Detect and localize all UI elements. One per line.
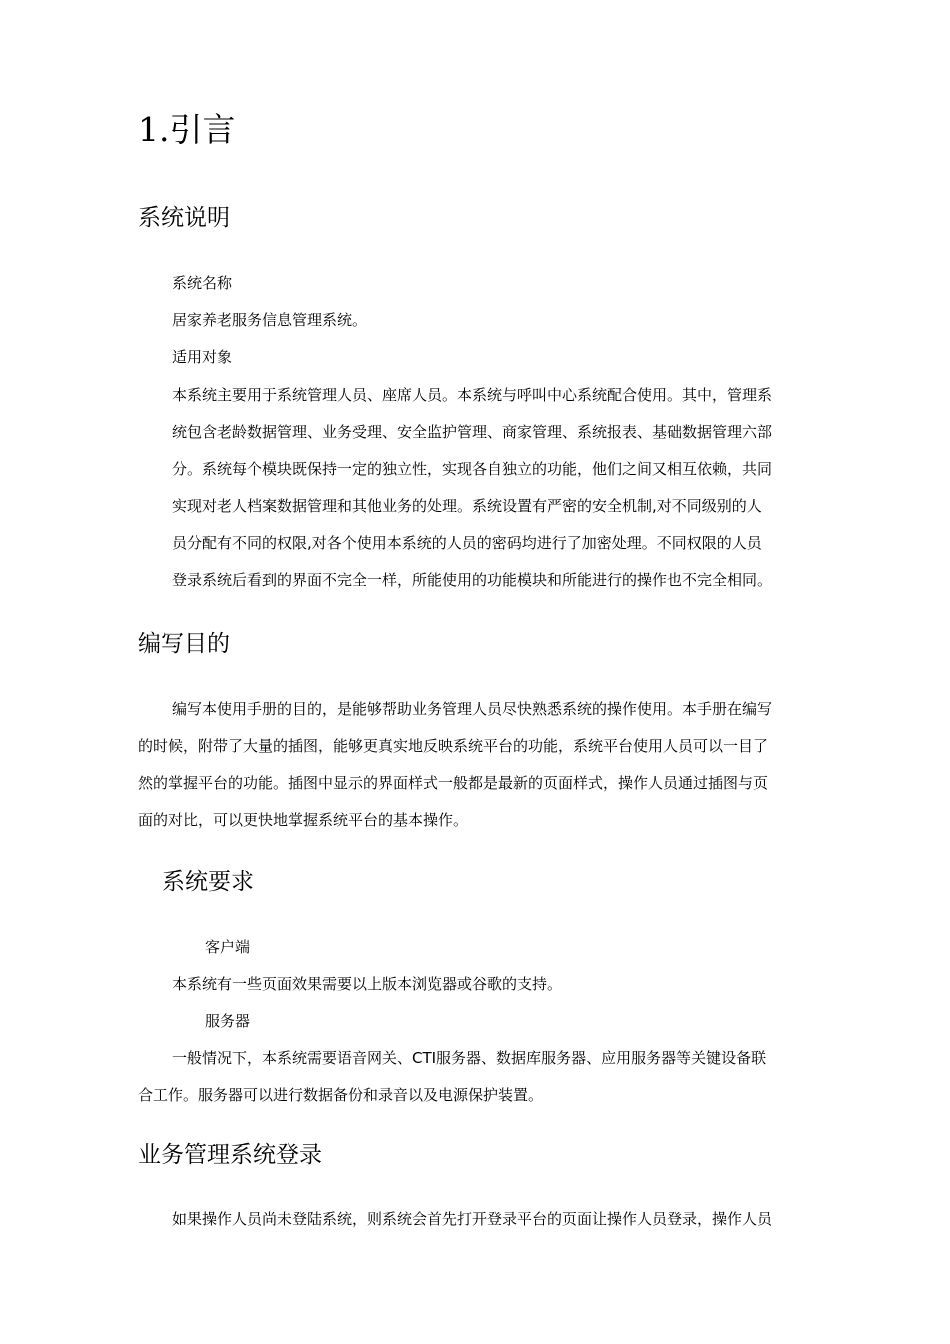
- purpose-line: 面的对比，可以更快地掌握系统平台的基本操作。: [138, 811, 469, 829]
- audience-line: 本系统主要用于系统管理人员、座席人员。本系统与呼叫中心系统配合使用。其中，管理系: [172, 386, 773, 404]
- audience-label: 适用对象: [172, 348, 233, 366]
- audience-line: 登录系统后看到的界面不完全一样，所能使用的功能模块和所能进行的操作也不完全相同。: [172, 571, 773, 589]
- audience-paragraph: [172, 384, 812, 606]
- system-name-label: 系统名称: [172, 274, 233, 292]
- client-label: 客户端: [205, 938, 251, 956]
- chapter-title: 1.引言: [138, 110, 236, 149]
- audience-line: 统包含老龄数据管理、业务受理、安全监护管理、商家管理、系统报表、基础数据管理六部: [172, 423, 773, 441]
- client-text: 本系统有一些页面效果需要以上版本浏览器或谷歌的支持。: [172, 975, 563, 993]
- server-line: 合工作。服务器可以进行数据备份和录音以及电源保护装置。: [138, 1086, 544, 1104]
- system-name-value: 居家养老服务信息管理系统。: [172, 311, 368, 329]
- requirements-heading: 系统要求: [162, 869, 254, 895]
- login-line: 如果操作人员尚未登陆系统，则系统会首先打开登录平台的页面让操作人员登录，操作人员: [172, 1210, 773, 1228]
- audience-line: 分。系统每个模块既保持一定的独立性，实现各自独立的功能，他们之间又相互依赖，共同: [172, 460, 773, 478]
- purpose-heading: 编写目的: [138, 631, 230, 657]
- login-heading: 业务管理系统登录: [138, 1142, 322, 1168]
- audience-line: 实现对老人档案数据管理和其他业务的处理。系统设置有严密的安全机制,对不同级别的人: [172, 497, 762, 515]
- purpose-line: 的时候，附带了大量的插图，能够更真实地反映系统平台的功能，系统平台使用人员可以一目了: [138, 737, 769, 755]
- audience-line: 员分配有不同的权限,对各个使用本系统的人员的密码均进行了加密处理。不同权限的人员: [172, 534, 762, 552]
- purpose-line: 编写本使用手册的目的，是能够帮助业务管理人员尽快熟悉系统的操作使用。本手册在编写: [172, 700, 773, 718]
- server-label: 服务器: [205, 1012, 251, 1030]
- server-line: 一般情况下，本系统需要语音网关、CTI服务器、数据库服务器、应用服务器等关键设备联: [172, 1049, 767, 1067]
- purpose-line: 然的掌握平台的功能。插图中显示的界面样式一般都是最新的页面样式，操作人员通过插图与页: [138, 774, 769, 792]
- system-description-heading: 系统说明: [138, 205, 230, 231]
